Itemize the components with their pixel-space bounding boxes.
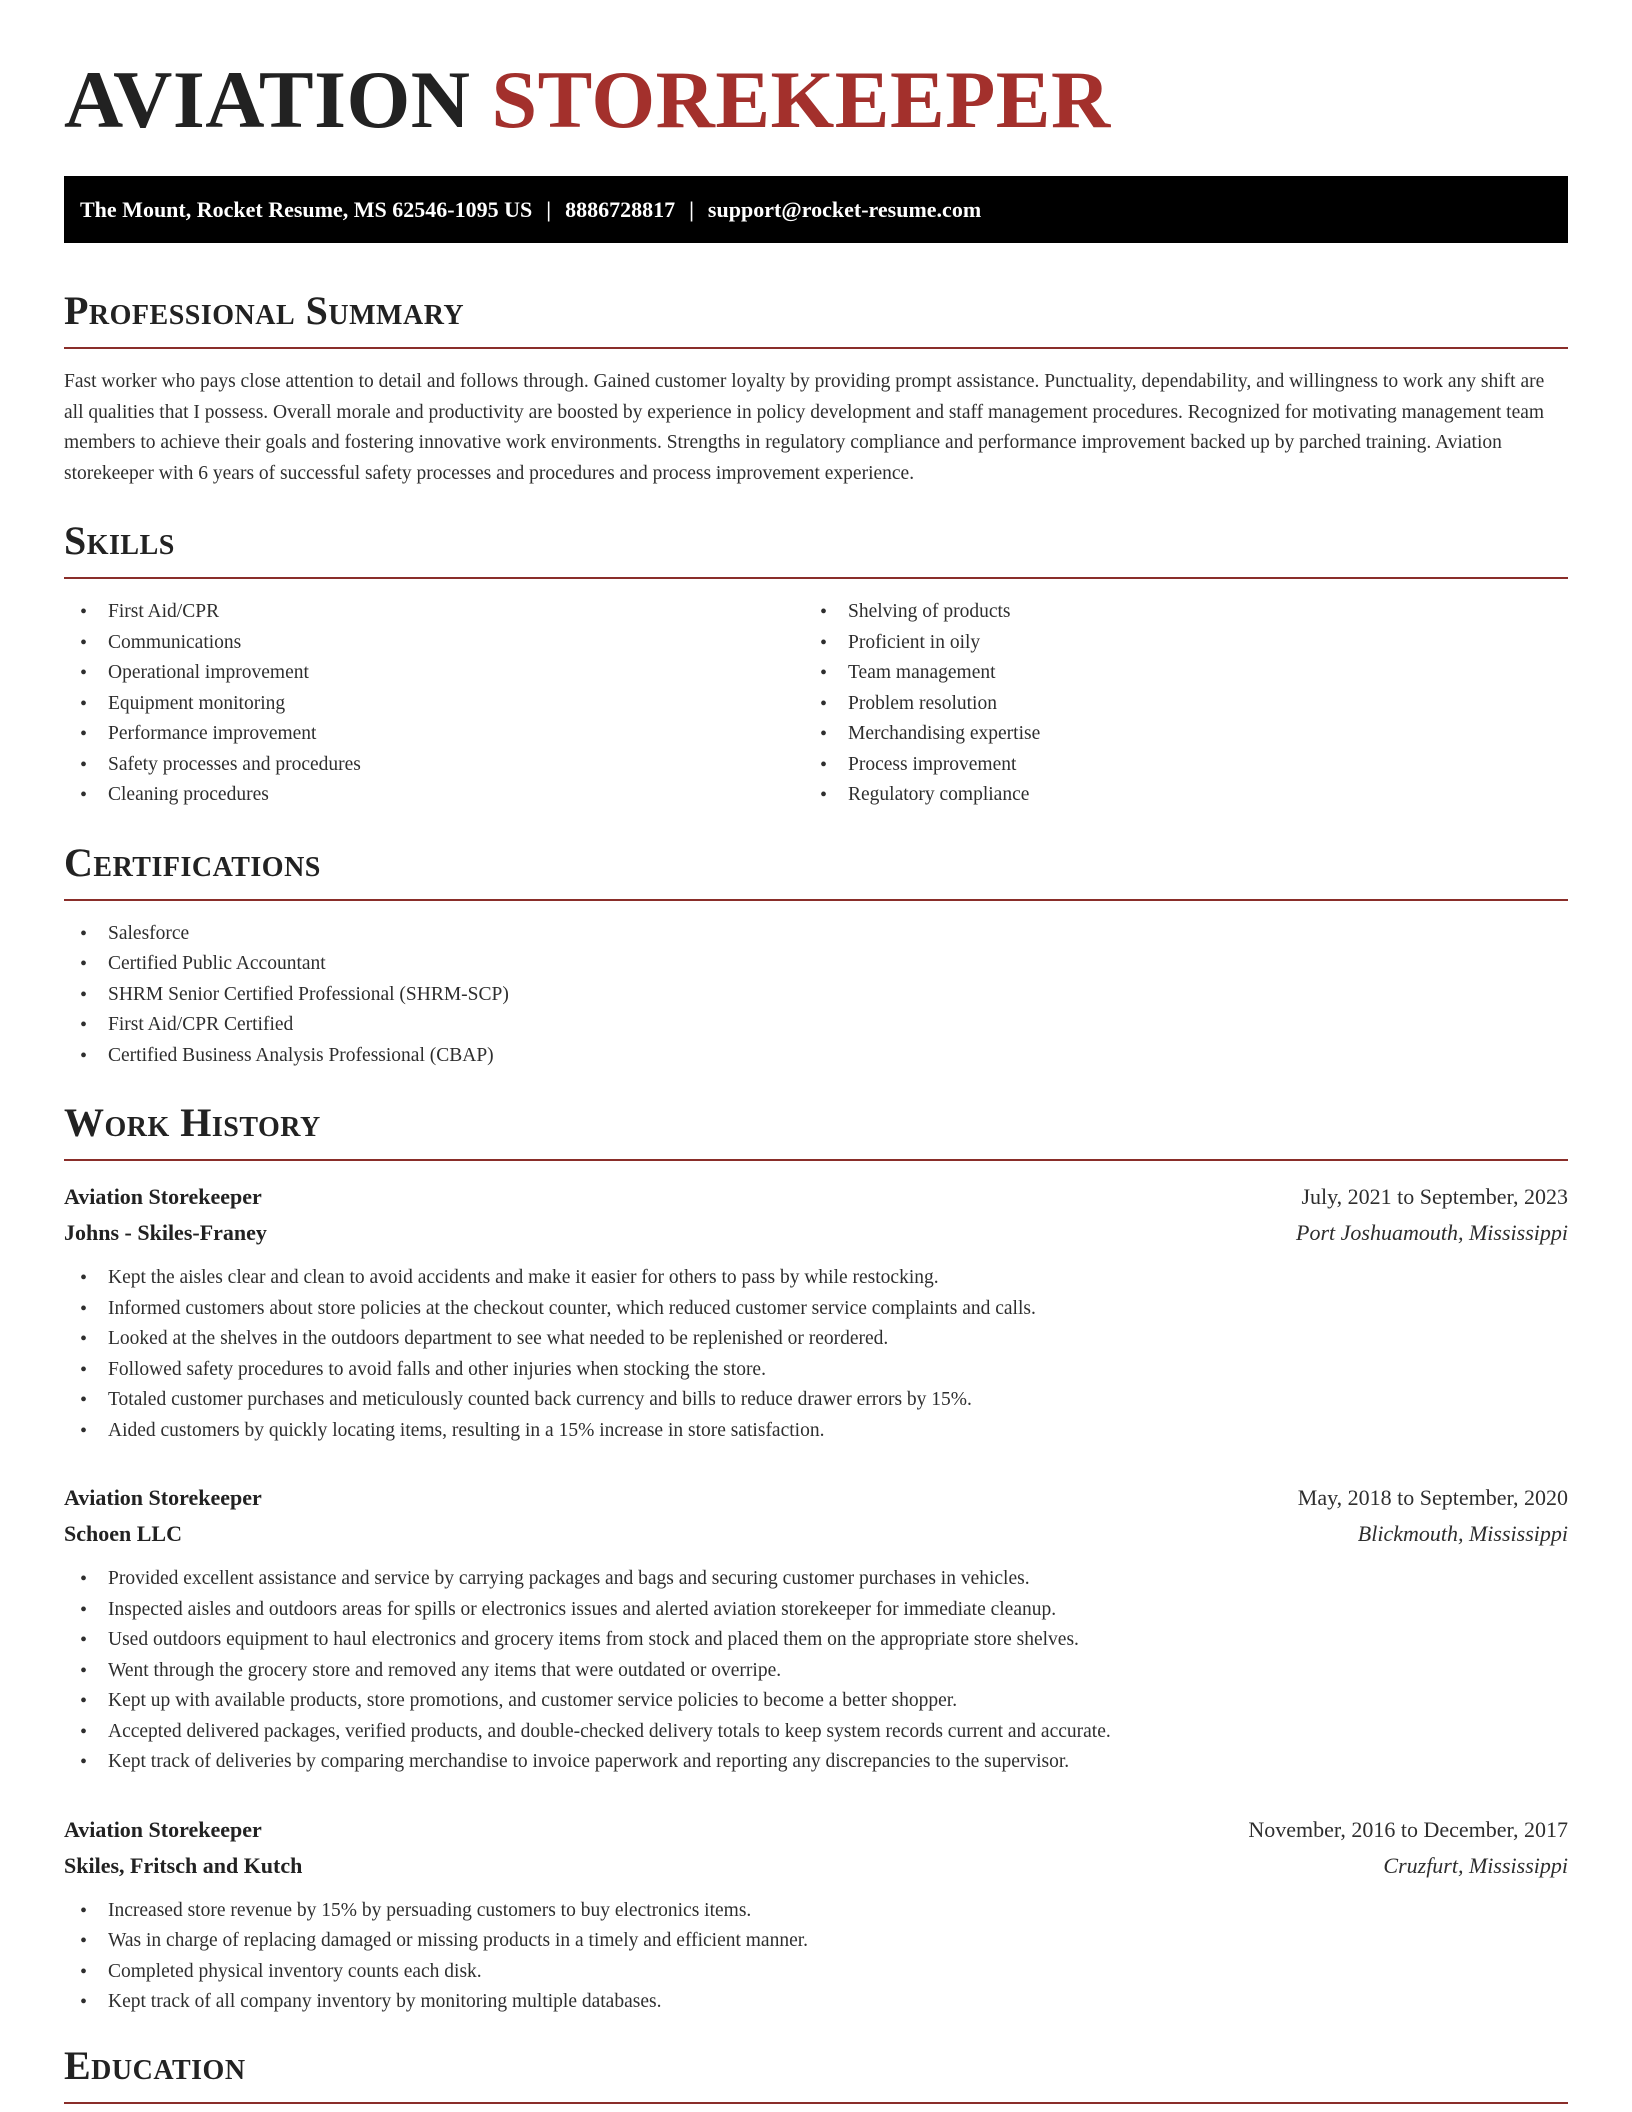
resume-page — [64, 0, 1568, 2104]
summary-text: Fast worker who pays close attention to detail and follows through. Gained customer loyalty by providing prompt assistance. Punctuality, dependability, and willingness to work any shift are all qualities that I possess. Overall morale and productivity are boosted by experience in policy development and staff management procedures. Recognized for motivating management team members to achieve their goals and fostering innovative work environments. Strengths in regulatory compliance and performance improvement backed up by parched training. Aviation storekeeper with 6 years of successful safety processes and procedures and process improvement experience. — [64, 371, 1545, 484]
job-bullet: • Went through the grocery store and removed any items that were outdated or overripe. — [64, 1656, 1568, 1687]
skill-item: • Performance improvement — [64, 719, 804, 750]
contact-email: support@rocket-resume.com — [707, 197, 982, 222]
job-bullet: • Accepted delivered packages, verified products, and double-checked delivery totals to keep system records current and accurate. — [64, 1717, 1568, 1748]
job-bullet: • Aided customers by quickly locating items, resulting in a 15% increase in store satisfaction. — [64, 1416, 1568, 1447]
job-dates: July, 2021 to September, 2023 — [1301, 1184, 1568, 1209]
education-section — [64, 2044, 1568, 2104]
skill-item: • Problem resolution — [804, 689, 1544, 720]
job-bullets — [64, 1896, 1568, 2018]
job-entry — [64, 1179, 1568, 1446]
job-location: Cruzfurt, Mississippi — [1383, 1852, 1568, 1878]
job-bullet: • Used outdoors equipment to haul electronics and grocery items from stock and placed them on the appropriate store shelves. — [64, 1625, 1568, 1656]
job-header-row — [64, 1179, 1568, 1215]
contact-phone: 8886728817 — [565, 197, 676, 222]
skill-item: • Team management — [804, 658, 1544, 689]
summary-section — [64, 289, 1568, 489]
job-bullet: • Informed customers about store policies at the checkout counter, which reduced customer service complaints and calls. — [64, 1294, 1568, 1325]
job-bullet: • Looked at the shelves in the outdoors department to see what needed to be replenished or reordered. — [64, 1324, 1568, 1355]
job-bullet: • Was in charge of replacing damaged or missing products in a timely and efficient manner. — [64, 1926, 1568, 1957]
job-title: Aviation Storekeeper — [64, 1184, 262, 1209]
certification-item: • Certified Public Accountant — [64, 949, 1568, 980]
title-part-1: AVIATION — [64, 54, 471, 145]
certifications-section — [64, 841, 1568, 1072]
skill-item: • Operational improvement — [64, 658, 804, 689]
certification-item: • Salesforce — [64, 919, 1568, 950]
job-title: Aviation Storekeeper — [64, 1485, 262, 1510]
certification-item: • SHRM Senior Certified Professional (SHRM-SCP) — [64, 980, 1568, 1011]
job-bullet: • Kept up with available products, store promotions, and customer service policies to become a better shopper. — [64, 1686, 1568, 1717]
skill-item: • Proficient in oily — [804, 628, 1544, 659]
job-dates: May, 2018 to September, 2020 — [1297, 1485, 1568, 1510]
skill-item: • Regulatory compliance — [804, 780, 1544, 811]
work-history-heading: Work History — [64, 1101, 1568, 1161]
job-bullet: • Completed physical inventory counts each disk. — [64, 1957, 1568, 1988]
work-history-section — [64, 1101, 1568, 2018]
job-bullet: • Followed safety procedures to avoid falls and other injuries when stocking the store. — [64, 1355, 1568, 1386]
job-company: Skiles, Fritsch and Kutch — [64, 1852, 303, 1878]
skill-item: • Merchandising expertise — [804, 719, 1544, 750]
job-bullets — [64, 1263, 1568, 1446]
certification-item: • First Aid/CPR Certified — [64, 1010, 1568, 1041]
job-bullets — [64, 1564, 1568, 1778]
skills-section — [64, 519, 1568, 811]
job-location: Port Joshuamouth, Mississippi — [1296, 1220, 1568, 1245]
job-entry — [64, 1480, 1568, 1778]
job-subheader-row — [64, 1516, 1568, 1552]
contact-bar — [64, 176, 1568, 243]
contact-address: The Mount, Rocket Resume, MS 62546-1095 US — [80, 197, 533, 222]
skill-item: • Communications — [64, 628, 804, 659]
job-header-row — [64, 1480, 1568, 1516]
skill-item: • Equipment monitoring — [64, 689, 804, 720]
skill-item: • Safety processes and procedures — [64, 750, 804, 781]
job-subheader-row — [64, 1848, 1568, 1884]
contact-separator: | — [546, 197, 552, 222]
skills-list-right — [804, 597, 1544, 811]
skill-item: • Shelving of products — [804, 597, 1544, 628]
job-entry — [64, 1812, 1568, 2018]
certifications-heading: Certifications — [64, 841, 1568, 901]
job-bullet: • Provided excellent assistance and service by carrying packages and bags and securing customer purchases in vehicles. — [64, 1564, 1568, 1595]
job-bullet: • Kept track of all company inventory by monitoring multiple databases. — [64, 1987, 1568, 2018]
skill-item: • First Aid/CPR — [64, 597, 804, 628]
job-bullet: • Totaled customer purchases and meticulously counted back currency and bills to reduce drawer errors by 15%. — [64, 1385, 1568, 1416]
skill-item: • Process improvement — [804, 750, 1544, 781]
skills-heading: Skills — [64, 519, 1568, 579]
skills-columns — [64, 579, 1568, 811]
job-bullet: • Increased store revenue by 15% by persuading customers to buy electronics items. — [64, 1896, 1568, 1927]
certifications-list — [64, 919, 1568, 1072]
job-company: Schoen LLC — [64, 1521, 182, 1546]
skill-item: • Cleaning procedures — [64, 780, 804, 811]
job-bullet: • Kept track of deliveries by comparing merchandise to invoice paperwork and reporting any discrepancies to the supervisor. — [64, 1747, 1568, 1778]
skills-list-left — [64, 597, 804, 811]
title-part-2: STOREKEEPER — [491, 54, 1111, 145]
job-bullet: • Inspected aisles and outdoors areas for spills or electronics issues and alerted aviation storekeeper for immediate cleanup. — [64, 1595, 1568, 1626]
job-bullet: • Kept the aisles clear and clean to avoid accidents and make it easier for others to pass by while restocking. — [64, 1263, 1568, 1294]
job-subheader-row — [64, 1215, 1568, 1251]
resume-title — [64, 54, 1568, 145]
education-heading: Education — [64, 2044, 1568, 2104]
job-title: Aviation Storekeeper — [64, 1816, 262, 1842]
certification-item: • Certified Business Analysis Professional (CBAP) — [64, 1041, 1568, 1072]
job-company: Johns - Skiles-Franey — [64, 1220, 267, 1245]
job-header-row — [64, 1812, 1568, 1848]
contact-separator: | — [689, 197, 694, 222]
summary-heading: Professional Summary — [64, 289, 1568, 349]
job-location: Blickmouth, Mississippi — [1357, 1521, 1568, 1546]
job-dates: November, 2016 to December, 2017 — [1248, 1816, 1568, 1842]
